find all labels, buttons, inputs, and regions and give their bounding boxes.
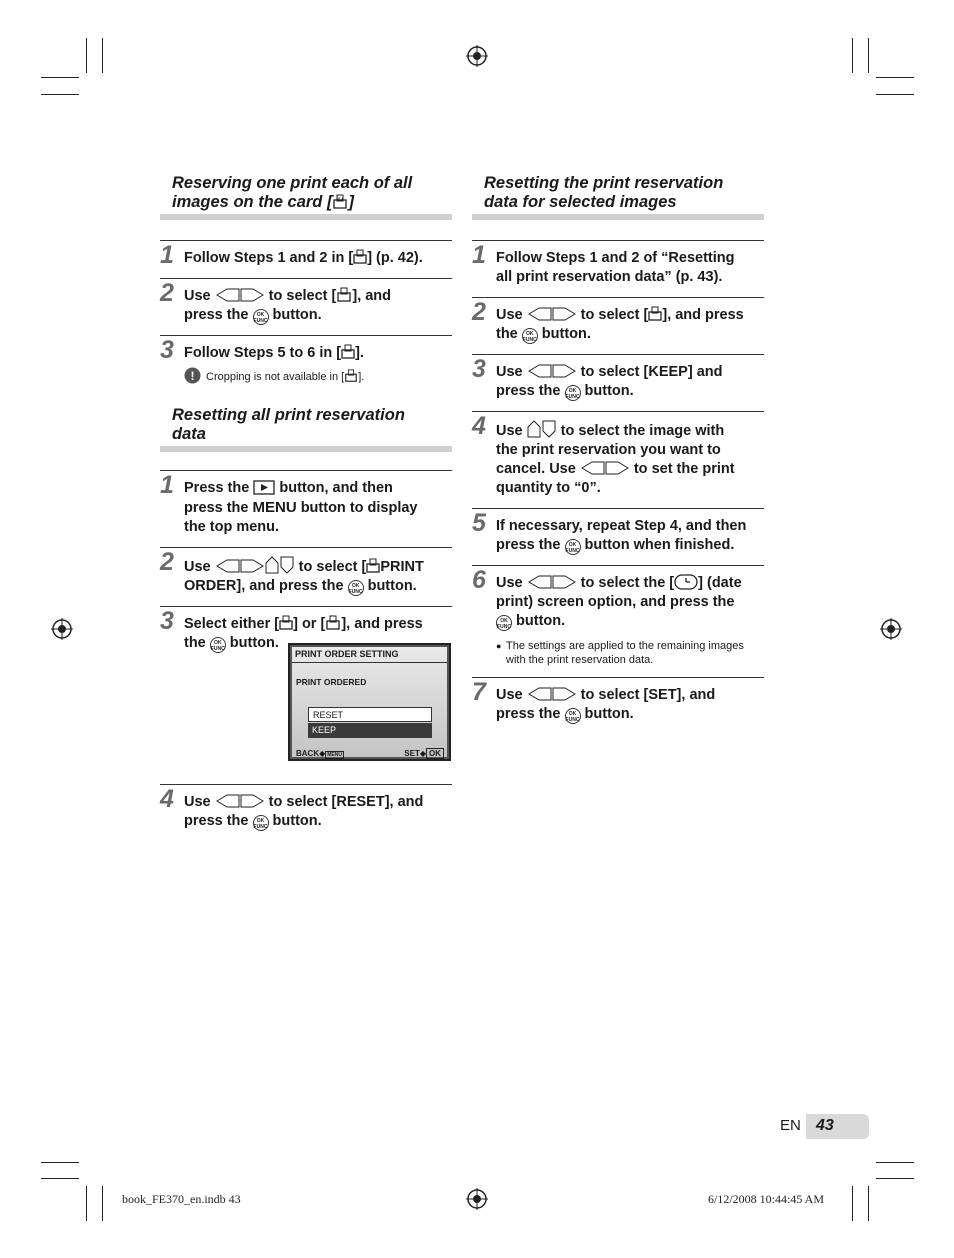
arrow-left-right-icon bbox=[527, 686, 577, 702]
set-hint: SET◆ OK bbox=[404, 749, 444, 758]
step-2: 2 Use to select [ ], and press the OK FUNC button. bbox=[160, 278, 452, 335]
footer-timestamp: 6/12/2008 10:44:45 AM bbox=[708, 1192, 825, 1206]
ok-func-icon: OK FUNC bbox=[565, 385, 581, 401]
arrow-up-down-icon bbox=[527, 420, 557, 438]
section-heading: Reserving one print each of all images on the card [ ALL ] bbox=[172, 174, 413, 211]
arrow-left-right-icon bbox=[215, 287, 265, 303]
step-4: 4 Use to select [RESET], and press the OK FUNC button. bbox=[160, 784, 452, 841]
print-all-icon bbox=[336, 287, 352, 303]
arrow-left-right-icon bbox=[527, 363, 577, 379]
ok-func-icon: OK FUNC bbox=[565, 539, 581, 555]
registration-mark-icon bbox=[466, 45, 488, 67]
section-heading: Resetting the print reservation data for selected images bbox=[484, 174, 724, 211]
print-all-icon bbox=[332, 194, 348, 210]
ok-func-icon: OK FUNC bbox=[565, 708, 581, 724]
arrow-left-right-icon bbox=[215, 558, 265, 574]
print-single-icon bbox=[341, 344, 355, 360]
step-2: 2 Use to select [ ], and press the OK FUNC button. bbox=[472, 297, 764, 354]
footer-file: book_FE370_en.indb 43 bbox=[122, 1192, 241, 1206]
step-2: 2 Use to select [ PRINT ORDER], and press the OK FUNC button. bbox=[160, 547, 452, 606]
ok-func-icon: OK FUNC bbox=[210, 637, 226, 653]
screen-subtitle: PRINT ORDERED bbox=[296, 677, 367, 687]
step-1: 1 Press the button, and then press the MENU button to display the top menu. bbox=[160, 470, 452, 547]
print-single-icon bbox=[366, 558, 380, 574]
print-all-icon bbox=[344, 369, 358, 383]
right-column bbox=[472, 170, 764, 734]
caution-note: ! Cropping is not available in [ ]. bbox=[184, 369, 452, 384]
arrow-left-right-icon bbox=[215, 793, 265, 809]
step-3: 3 Follow Steps 5 to 6 in [ ]. ! Cropping is not available in [ ]. bbox=[160, 335, 452, 402]
print-single-icon bbox=[648, 306, 662, 322]
svg-text:ALL: ALL bbox=[336, 196, 345, 201]
ok-func-icon: OK FUNC bbox=[253, 309, 269, 325]
step-4: 4 Use to select the image with the print reservation you want to cancel. Use to set the print quantity to “0”. bbox=[472, 411, 764, 508]
clock-icon bbox=[674, 574, 698, 590]
camera-screen bbox=[288, 643, 451, 761]
screen-title: PRINT ORDER SETTING bbox=[295, 649, 399, 659]
registration-mark-icon bbox=[51, 618, 73, 640]
print-single-icon bbox=[353, 249, 367, 265]
step-5: 5 If necessary, repeat Step 4, and then press the OK FUNC button when finished. bbox=[472, 508, 764, 565]
step-3: 3 Select either [ ] or [ ], and press the OK FUNC button. bbox=[160, 606, 452, 784]
step-6: 6 Use to select the [ ] (date print) screen option, and press the OK FUNC button. ● The settings are applied to the remaining images with the print reservation data. bbox=[472, 565, 764, 677]
ok-func-icon: OK FUNC bbox=[348, 580, 364, 596]
print-all-icon bbox=[325, 615, 341, 631]
step-1: 1 Follow Steps 1 and 2 in [ ] (p. 42). bbox=[160, 240, 452, 278]
arrow-left-right-icon bbox=[527, 306, 577, 322]
section-heading: Resetting all print reservation data bbox=[172, 406, 405, 443]
ok-func-icon: OK FUNC bbox=[253, 815, 269, 831]
ok-func-icon: OK FUNC bbox=[522, 328, 538, 344]
arrow-left-right-icon bbox=[527, 574, 577, 590]
ok-func-icon: OK FUNC bbox=[496, 615, 512, 631]
registration-mark-icon bbox=[466, 1188, 488, 1210]
step-7: 7 Use to select [SET], and press the OK FUNC button. bbox=[472, 677, 764, 734]
page-number-tab bbox=[806, 1114, 869, 1139]
page-number: 43 bbox=[816, 1117, 834, 1134]
print-single-icon bbox=[279, 615, 293, 631]
option-keep[interactable]: KEEP bbox=[308, 723, 432, 738]
page-lang: EN bbox=[780, 1117, 801, 1134]
playback-icon bbox=[253, 480, 275, 495]
step-3: 3 Use to select [KEEP] and press the OK FUNC button. bbox=[472, 354, 764, 411]
settings-note: ● The settings are applied to the remaining images with the print reservation data. bbox=[496, 639, 764, 667]
step-1: 1 Follow Steps 1 and 2 of “Resetting all print reservation data” (p. 43). bbox=[472, 240, 764, 297]
svg-text:!: ! bbox=[190, 369, 195, 383]
arrow-left-right-icon bbox=[580, 460, 630, 476]
option-reset[interactable]: RESET bbox=[308, 707, 432, 722]
registration-mark-icon bbox=[880, 618, 902, 640]
caution-icon bbox=[184, 367, 201, 384]
arrow-up-down-icon bbox=[265, 556, 295, 574]
back-hint: BACK◆ MENU bbox=[296, 749, 342, 758]
